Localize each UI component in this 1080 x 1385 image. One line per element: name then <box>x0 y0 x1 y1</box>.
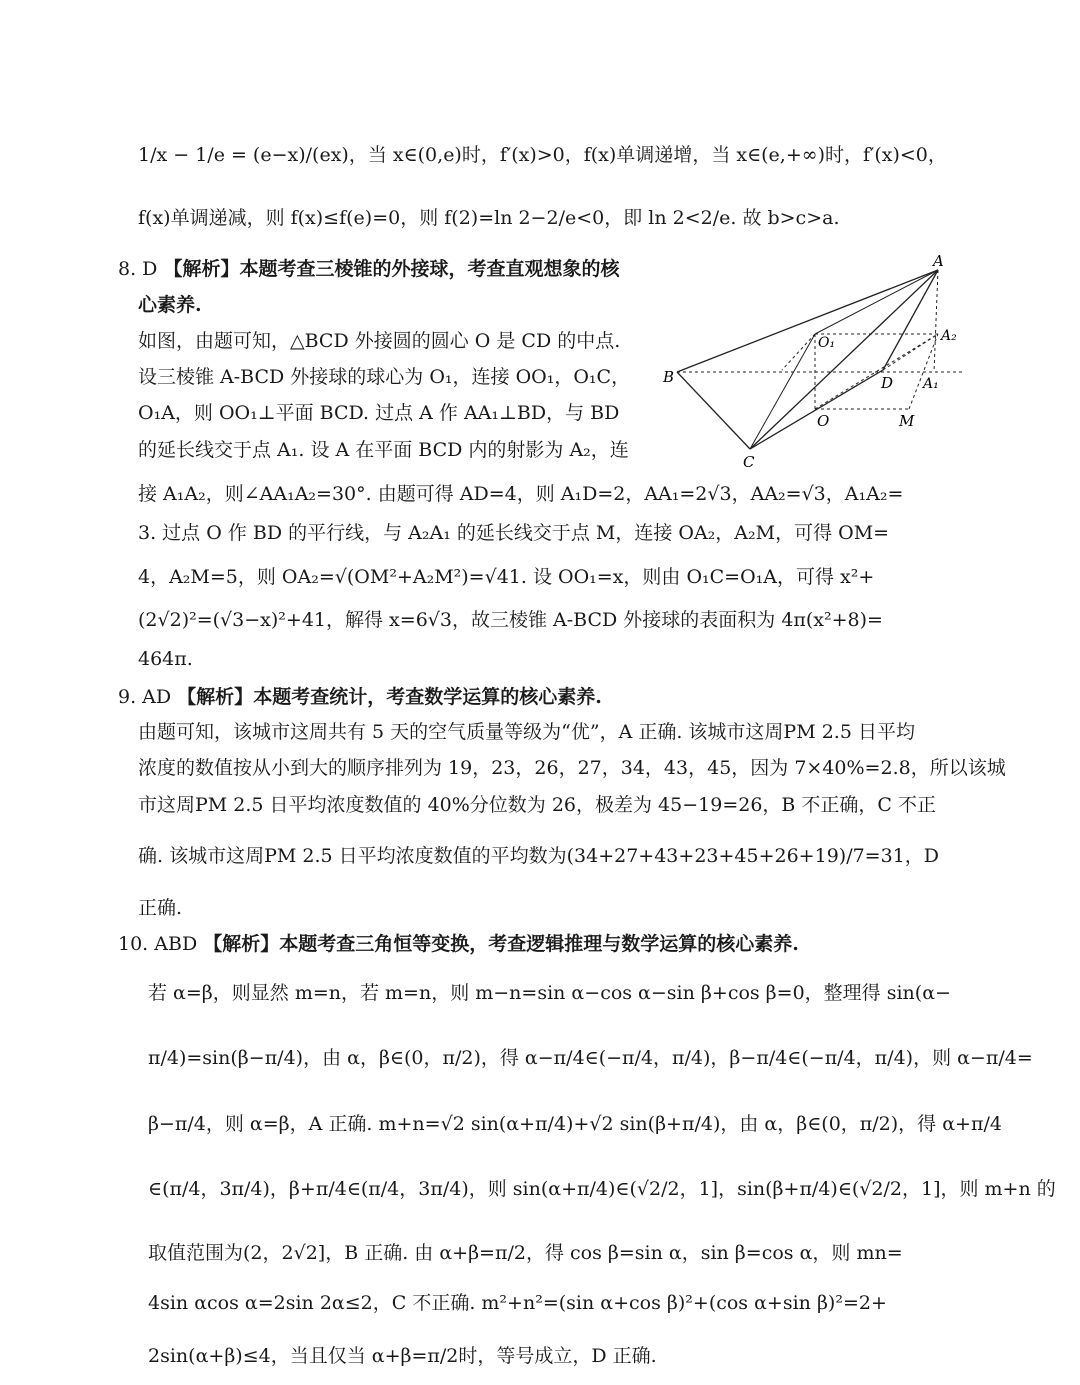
line-AA1 <box>934 270 938 372</box>
text-line: 若 α=β，则显然 m=n，若 m=n，则 m−n=sin α−cos α−sin β+cos β=0，整理得 sin(α− <box>148 982 951 1004</box>
text-line: (2√2)²=(√3−x)²+41，解得 x=6√3，故三棱锥 A-BCD 外接球的表面积为 4π(x²+8)= <box>138 609 883 631</box>
edge-C-O1 <box>750 334 815 449</box>
item-summary: 本题考查统计，考查数学运算的核心素养. <box>253 686 602 708</box>
label-B: B <box>663 368 675 386</box>
item-9-heading <box>118 684 602 710</box>
item-8-heading <box>118 256 619 282</box>
text-line: 正确. <box>138 897 183 919</box>
text-line: 设三棱锥 A-BCD 外接球的球心为 O₁，连接 OO₁，O₁C， <box>138 366 631 388</box>
edge-A-O1 <box>815 270 938 334</box>
text-line: 1/x − 1/e = (e−x)/(ex)，当 x∈(0,e)时，f′(x)>0，f(x)单调递增，当 x∈(e,+∞)时，f′(x)<0， <box>138 144 947 166</box>
label-C: C <box>743 453 755 471</box>
item-number: 8. D <box>118 258 158 280</box>
label-A: A <box>933 252 944 270</box>
item-summary-cont: 心素养. <box>138 294 202 316</box>
edge-BC <box>677 372 750 449</box>
item-summary: 本题考查三角恒等变换，考查逻辑推理与数学运算的核心素养. <box>279 933 799 955</box>
text-line: 市这周PM 2.5 日平均浓度数值的 40%分位数为 26，极差为 45−19=26，B 不正确，C 不正 <box>138 794 937 816</box>
item-10-heading <box>118 931 799 957</box>
label-D: D <box>881 374 894 392</box>
text-line: 如图，由题可知，△BCD 外接圆的圆心 O 是 CD 的中点. <box>138 330 621 352</box>
label-A1: A₁ <box>923 376 939 392</box>
text-line: 2sin(α+β)≤4，当且仅当 α+β=π/2时，等号成立，D 正确. <box>148 1345 657 1367</box>
analysis-tag: 【解析】 <box>203 933 280 955</box>
edge-AD <box>883 270 938 370</box>
text-line: 取值范围为(2，2√2]，B 正确. 由 α+β=π/2，得 cos β=sin α，sin β=cos α，则 mn= <box>148 1242 903 1264</box>
item-summary: 本题考查三棱锥的外接球，考查直观想象的核 <box>239 258 620 280</box>
pyramid-figure <box>655 248 975 473</box>
text-line: f(x)单调递减，则 f(x)≤f(e)=0，则 f(2)=ln 2−2/e<0，即 ln 2<2/e. 故 b>c>a. <box>138 207 840 229</box>
text-line: 浓度的数值按从小到大的顺序排列为 19，23，26，27，34，43，45，因为 7×40%=2.8，所以该城 <box>138 757 1006 779</box>
item-number: 9. AD <box>118 686 172 708</box>
text-line: ∈(π/4，3π/4)，β+π/4∈(π/4，3π/4)，则 sin(α+π/4)∈(√2/2，1]，sin(β+π/4)∈(√2/2，1]，则 m+n 的 <box>148 1178 1056 1200</box>
plane-left-edge <box>782 334 815 370</box>
text-line: 确. 该城市这周PM 2.5 日平均浓度数值的平均数为(34+27+43+23+45+26+19)/7=31，D <box>138 845 940 867</box>
label-O1: O₁ <box>818 335 836 351</box>
text-line: 的延长线交于点 A₁. 设 A 在平面 BCD 内的射影为 A₂，连 <box>138 439 629 461</box>
text-line: 3. 过点 O 作 BD 的平行线，与 A₂A₁ 的延长线交于点 M，连接 OA₂，A₂M，可得 OM= <box>138 522 890 544</box>
text-line: O₁A，则 OO₁⊥平面 BCD. 过点 A 作 AA₁⊥BD，与 BD <box>138 402 620 424</box>
label-A2: A₂ <box>941 328 957 344</box>
text-line: 464π. <box>138 648 193 670</box>
item-8-heading-cont <box>138 292 202 318</box>
analysis-tag: 【解析】 <box>177 686 254 708</box>
edge-AB <box>677 270 938 372</box>
text-line: 接 A₁A₂，则∠AA₁A₂=30°. 由题可得 AD=4，则 A₁D=2，AA₁=2√3，AA₂=√3，A₁A₂= <box>138 483 904 505</box>
label-M: M <box>899 412 915 430</box>
text-line: β−π/4，则 α=β，A 正确. m+n=√2 sin(α+π/4)+√2 sin(β+π/4)，由 α，β∈(0，π/2)，得 α+π/4 <box>148 1113 1002 1135</box>
item-number: 10. ABD <box>118 933 198 955</box>
text-line: 4sin αcos α=2sin 2α≤2，C 不正确. m²+n²=(sin α+cos β)²+(cos α+sin β)²=2+ <box>148 1292 887 1314</box>
analysis-tag: 【解析】 <box>163 258 240 280</box>
text-line: 4，A₂M=5，则 OA₂=√(OM²+A₂M²)=√41. 设 OO₁=x，则由 O₁C=O₁A，可得 x²+ <box>138 566 875 588</box>
line-D-A2 <box>883 334 938 370</box>
label-O: O <box>817 412 830 430</box>
text-line: 由题可知，该城市这周共有 5 天的空气质量等级为“优”，A 正确. 该城市这周PM 2.5 日平均 <box>138 721 915 743</box>
text-line: π/4)=sin(β−π/4)，由 α，β∈(0，π/2)，得 α−π/4∈(−π/4，π/4)，β−π/4∈(−π/4，π/4)，则 α−π/4= <box>148 1047 1033 1069</box>
